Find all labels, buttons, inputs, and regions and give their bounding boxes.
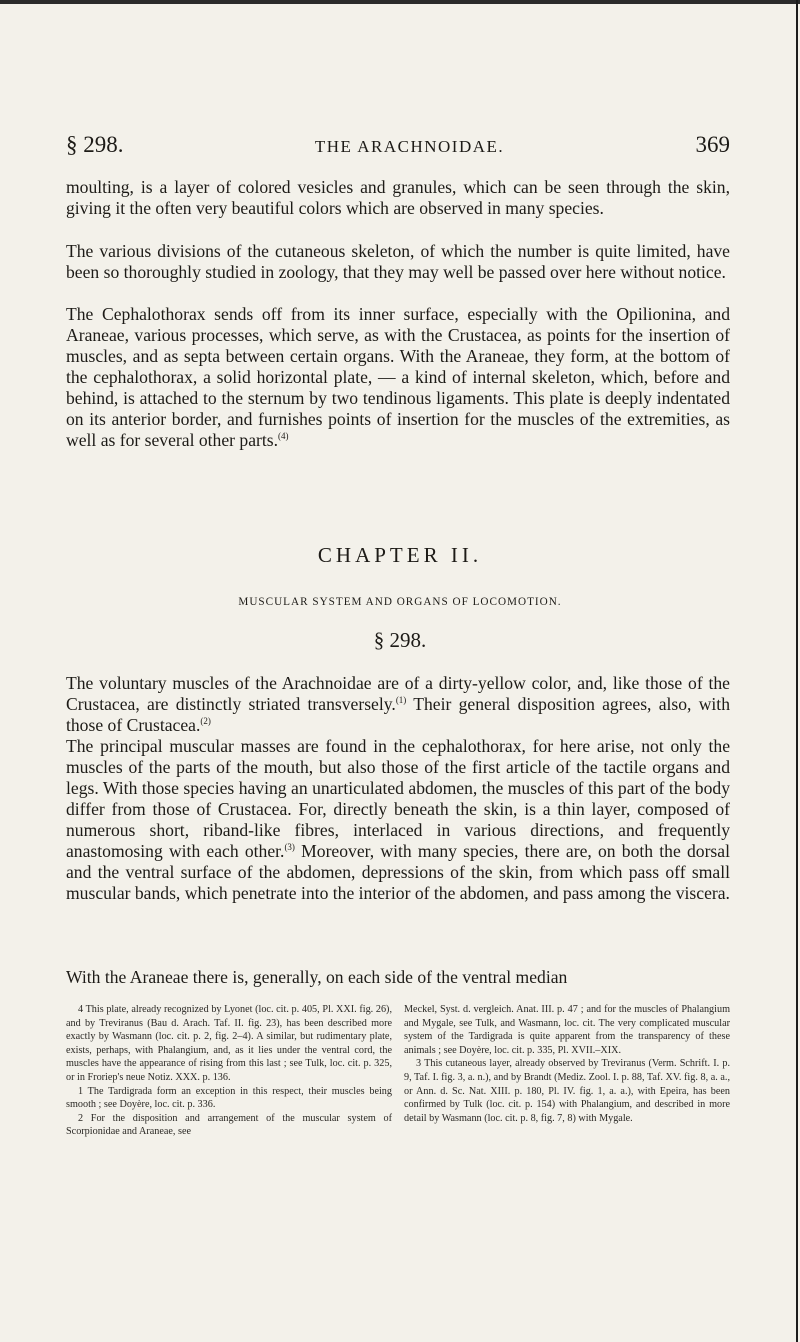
paragraph-araneae: With the Araneae there is, generally, on each side of the ventral median xyxy=(66,967,568,987)
paragraph-cephalothorax-text: The Cephalothorax sends off from its inner surface, especially with the Opilionina, and Araneae, various processes, which serve, as with the Crustacea, as points for the insertion of muscles, and as septa between certain organs. With the Araneae, they form, at the bottom of the cephalothorax, a solid horizontal plate, — a kind of internal skeleton, which, before and behind, is attached to the sternum by two tendinous ligaments. This plate is deeply indentated on its anterior border, and furnishes points of insertion for the muscles of the extremities, as well as for several other parts. xyxy=(66,304,730,450)
paragraph-cutaneous-skeleton: The various divisions of the cutaneous skeleton, of which the number is quite limited, have been so thoroughly studied in zoology, that they may well be passed over here without notice. xyxy=(66,241,730,282)
scan-top-border xyxy=(0,0,800,4)
footnote-ref-3: (3) xyxy=(284,842,295,853)
running-header xyxy=(66,132,730,164)
header-title: THE ARACHNOIDAE. xyxy=(314,137,505,156)
footnote-ref-1: (1) xyxy=(395,695,407,706)
paragraph-voluntary-muscles xyxy=(66,673,730,736)
footnotes-left-column xyxy=(66,1003,392,1139)
footnote-3: 3 This cutaneous layer, already observed by Treviranus (Verm. Schrift. I. p. 9, Taf. I. fig. 3, a. n.), and by Brandt (Mediz. Zool. I. p. 88, Taf. XV. fig. 8, a. a., or Ann. d. Sc. Nat. XIII. p. 180, Pl. IV. fig. 1, a. a.), with Epeira, has been confirmed by Tulk (loc. cit. p. 154) with Phalangium, and described in more detail by Wasmann (loc. cit. p. 8, fig. 7, 8) with Mygale. xyxy=(404,1058,730,1124)
page-number: 369 xyxy=(695,132,730,157)
paragraph-muscular-masses xyxy=(66,736,730,904)
footnotes-right-column xyxy=(404,1003,730,1139)
p5-text-b: Moreover, with many species, there are, on both the dorsal and the ventral surface of the abdomen, depressions of the skin, from which pass off small muscular bands, which penetrate into the interior of the abdomen, and pass among the viscera. xyxy=(66,841,730,903)
p5-text-a: The principal muscular masses are found in the cephalothorax, for here arise, not only the muscles of the parts of the mouth, but also those of the first article of the tactile organs and legs. With those species having an unarticulated abdomen, the muscles of this part of the body differ from those of Crustacea. For, directly beneath the skin, is a thin layer, composed of numerous short, riband-like fibres, interlaced in various directions, and frequently anastomosing with each other. xyxy=(66,736,730,861)
paragraph-moulting: moulting, is a layer of colored vesicles and granules, which can be seen through the skin, giving it the often very beautiful colors which are observed in many species. xyxy=(66,177,730,218)
section-heading: § 298. xyxy=(373,628,427,652)
footnote-ref-4: (4) xyxy=(278,431,289,442)
footnote-4: 4 This plate, already recognized by Lyonet (loc. cit. p. 405, Pl. XXI. fig. 26), and by Treviranus (Bau d. Arach. Taf. II. fig. 23), has been described more exactly by Wasmann (loc. cit. p. 2, fig. 2–4). A similar, but rudimentary plate, exists, perhaps, with Phalangium, and, as it lies under the ventral cord, the muscles have the appearance of rising from this last ; see Tulk, loc. cit. p. 325, or in Froriep's neue Notiz. XXX. p. 136. xyxy=(66,1004,392,1083)
p4-text-a: The voluntary muscles of the Arachnoidae are of a dirty-yellow color, and, like those of the Crustacea, are distinctly striated transversely. xyxy=(66,673,730,714)
footnote-1: 1 The Tardigrada form an exception in this respect, their muscles being smooth ; see Doyère, loc. cit. p. 336. xyxy=(66,1085,392,1111)
footnote-2: 2 For the disposition and arrangement of the muscular system of Scorpionidae and Araneae, see xyxy=(66,1112,392,1138)
footnote-ref-2: (2) xyxy=(200,716,211,727)
header-section-ref: § 298. xyxy=(66,132,124,157)
paragraph-cephalothorax xyxy=(66,304,730,451)
p4-text-b: Their general disposition agrees, also, with those of Crustacea. xyxy=(66,694,730,735)
chapter-subtitle: MUSCULAR SYSTEM AND ORGANS OF LOCOMOTION. xyxy=(238,596,562,608)
scan-right-border xyxy=(796,0,798,1342)
footnotes xyxy=(66,1003,730,1139)
chapter-heading: CHAPTER II. xyxy=(317,543,483,567)
footnote-2-continued: Meckel, Syst. d. vergleich. Anat. III. p. 47 ; and for the muscles of Phalangium and Mygale, see Tulk, and Wasmann, loc. cit. The very complicated muscular system of the Tardigrada is quite apparent from the transparency of these animals ; see Doyère, loc. cit. p. 335, Pl. XVII.–XIX. xyxy=(404,1004,730,1056)
